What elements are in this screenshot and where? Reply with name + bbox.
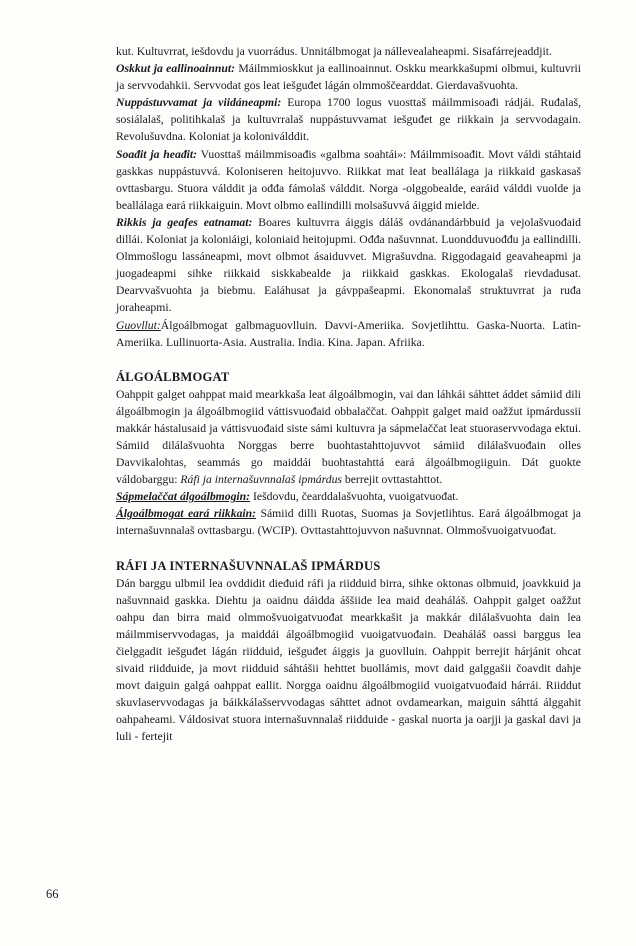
- entry-text: Sámiid dilli Ruotas, Suomas ja Sovjetlihtus. Eará álgoálbmogat ja internašuvnnalaš ovttasbargu. (WCIP). Ovttastahttojuvvon našuvnnat. Olmmošvuoigatvuođat.: [116, 507, 581, 538]
- entry-text: Boares kultuvrra áiggis dáláš ovdánandárbbuid ja vejolašvuođaid dillái. Koloniat ja koloniáigi, koloniaid heitojupmi. Ođđa našuvnnat. Luondduvuođđu ja eallindilli. Olmmošlogu lassáneapmi, movt olbmot ásaiduvvet. Migrašuvdna. Riggodagaid geavaheapmi ja juogadeapmi sihke riikkaid siskkabealde ja riikkaid gaskkas. Ekologalaš rievdadusat. Dearvvašvuohta ja biebmu. Ealáhusat ja gávppašeapmi. Ekonomalaš struktuvrrat ja ruđa joraheapmi.: [116, 215, 581, 315]
- body-text-end: berrejit ovttastahttot.: [341, 473, 443, 487]
- section-body-algoalbmogat: [116, 386, 581, 489]
- entry-algoalbmogat-eara: [116, 505, 581, 539]
- entry-label: Guovllut:: [116, 318, 161, 332]
- entry-soadit: [116, 146, 581, 214]
- section-body-rafi: Dán barggu ulbmil lea ovddidit dieđuid ráfi ja riidduid birra, sihke oktonas olbmuid, joavkkuid ja našuvnnaid gaskka. Diehtu ja oaidnu dáidda áššiide lea maid deaháláš. Oahppit galget oažžut oahpu dan birra maid olmmošvuoigatvuođat mearkkašit ja makkár dilálašvuohta dain lea máilmmiservvodagas, ja maiddái álgoálbmogiid vuoigatvuođain. Deaháláš oassi barggus lea čielggadit iešguđet lágán riidduid, iešguđet áiggis ja guovlluin. Oahppit berrejit hárjánit ohcat sivaid riidduide, ja movt riidduid sáhtášii hehttet buollámis, movt daid galggašii čoavdit dahje movt daiguin galgá oahppat eallit. Norgga oaidnu álgoálbmogiid vuoigatvuođaid hárrái. Riiddut skuvlaservvodagas ja báikkálašservvodagas sáhttet adnot ovdamearkan, maiguin sáhttá álggahit oahpaheami. Váldosivat stuora internašuvnnalaš riidduide - gaskal nuorta ja oarjji ja gaskal davi ja luli - fertejit: [116, 576, 581, 744]
- entry-oskkut: [116, 60, 581, 94]
- entry-text: Iešdovdu, čearddalašvuohta, vuoigatvuođat.: [250, 490, 459, 504]
- entry-nuppastuvvamat: [116, 94, 581, 145]
- entry-label: Rikkis ja geafes eatnamat:: [116, 215, 253, 229]
- entry-rikkis: [116, 214, 581, 317]
- entry-label: Sápmelaččat álgoálbmogin:: [116, 490, 251, 504]
- body-italic-title: Ráfi ja internašuvnnalaš ipmárdus: [180, 473, 342, 487]
- entry-label: Soađit ja heađit:: [116, 147, 198, 161]
- text-column: [116, 43, 581, 745]
- entry-text: Álgoálbmogat galbmaguovlluin. Davvi-Ameriika. Sovjetlihttu. Gaska-Nuorta. Latin-Ameriika. Lullinuorta-Asia. Australia. India. Kina. Japan. Afriika.: [116, 318, 581, 349]
- section-spacer: [116, 351, 581, 369]
- entry-label: Oskkut ja eallinoainnut:: [116, 62, 236, 76]
- entry-text: Europa 1700 logus vuosttaš máilmmisoađi rádjái. Ruđalaš, sosiálalaš, politihkalaš ja kultuvrralaš nuppástuvvamat iešguđet ge riikkain ja servvodagain. Revolušuvdna. Koloniat ja koloniválddit.: [116, 96, 581, 144]
- entry-sapmelaccat: [116, 488, 581, 505]
- body-text: Oahppit galget oahppat maid mearkkaša leat álgoálbmogin, vai dan láhkái sáhttet áddet sámiid dili álgoálbmogin ja álgoálbmogiid váttisvuođaid obbalaččat. Oahppit galget maid oažžut ipmárdussii makkár hástalusaid ja váttisvuođaid siste sámi kultuvra ja sápmelaččat leat stuoraservvodaga ektui. Sámiid dilálašvuohta Norggas berre buohtastahttojuvvot sámiid dilálašvuođain olles Davvikalohtas, seammás go maiddái buohtastahttá eará álgoálbmogiiguin. Dát guokte váldobarggu:: [116, 387, 581, 487]
- section-spacer: [116, 540, 581, 558]
- page-number: 66: [46, 887, 59, 901]
- intro-paragraph: kut. Kultuvrrat, iešdovdu ja vuorrádus. Unnitálbmogat ja nállevealaheapmi. Sisafárrejeaddjit.: [116, 45, 552, 58]
- section-heading-algoalbmogat: ÁLGOÁLBMOGAT: [116, 369, 230, 384]
- entry-label: Nuppástuvvamat ja viidáneapmi:: [116, 96, 282, 110]
- entry-label: Álgoálbmogat eará riikkain:: [116, 507, 257, 521]
- entry-text: Vuosttaš máilmmisoađis «galbma soahtái»: Máilmmisoađit. Movt váldi stáhtaid gaskkas nuppástuvvá. Koloniseren heitojuvvo. Riikkat mat leat beallálaga ja riikkaid gaskasaš ovttasbargu. Stuora válddit ja ođđa fámolaš válddit. Norga -olggobealde, earáid válddi vuolde ja beallálaga eará riikkaiguin. Movt olbmo eallindilli molsašuvvá áiggid mielde.: [116, 147, 581, 212]
- entry-guovllut: [116, 317, 581, 351]
- section-heading-rafi: RÁFI JA INTERNAŠUVNNALAŠ IPMÁRDUS: [116, 558, 381, 573]
- entry-text: Máilmmioskkut ja eallinoainnut. Oskku mearkkašupmi olbmui, kultuvrii ja servvodahkii. Servvodat gos leat iešguđet lágán olmmoščearddat. Gierdavašvuohta.: [116, 62, 581, 93]
